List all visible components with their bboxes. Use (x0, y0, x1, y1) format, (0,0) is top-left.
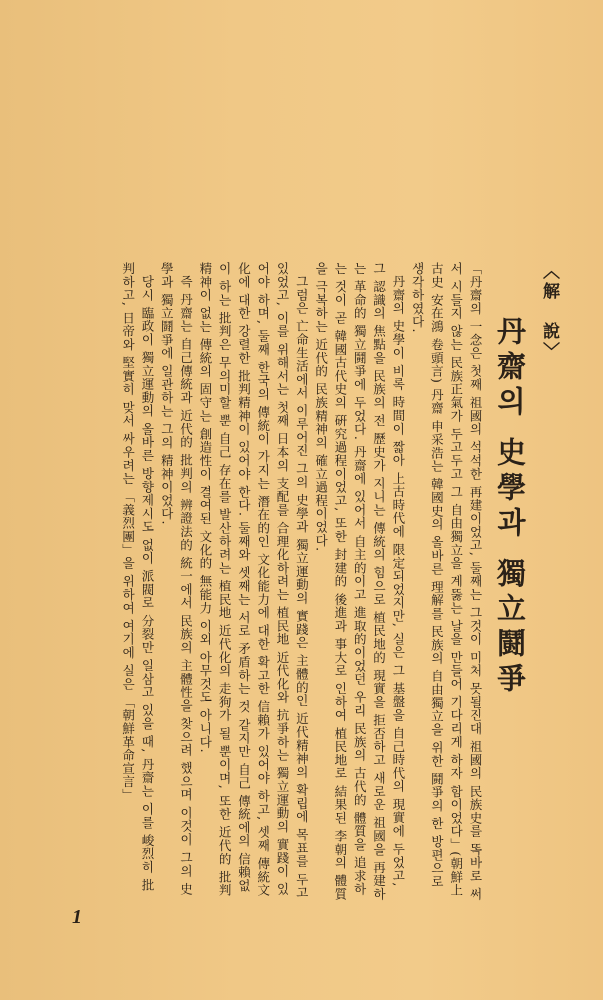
paragraph: 「丹齋의 一念은 첫째 祖國의 석석한 再建이었고, 둘째는 그것이 미처 못될진대 祖國의 民族史를 똑바로 써서 시들지 않는 民族正氣가 두고두고 그 自由獨立을 계뚫는 날을 만들어 기다리게 하자 함이었다」(朝鮮上古史 安在鴻 卷頭言) 丹齋 申采浩는 韓國史의 올바른 理解를 民族의 自由獨立을 위한 鬪爭의 한 방편으로 생각하였다. (410, 262, 483, 901)
paragraph: 당시 臨政이 獨立運動의 올바른 방향제시도 없이 派閥로 分裂만 일삼고 있을 때, 丹齋는 이를 峻烈히 批判하고, 日帝와 堅實히 맞서 싸우려는 「義烈團」을 위하여 여기에 실은 「朝鮮革命宣言」 (120, 262, 155, 892)
section-header: 〈解 說〉 (539, 262, 559, 362)
paragraph: 그럼은 亡命生活에서 이루어진 그의 史學과 獨立運動의 實踐은 主體的인 近代精神의 확립에 목표를 두고 있었고, 이를 위해서는 첫째 日本의 支配를 合理化하려는 植民地 近代化와 抗爭하는 獨立運動의 實踐이 있어야 하며, 둘째 한국의 傳統이 가지는 潛在的인 文化能力에 대한 확고한 信賴가 있어야 하고, 셋째 傳統文化에 대한 강렬한 批判精神이 있어야 한다. 둘째와 셋째는 서로 矛盾하는 것 같지만 自己 傳統에의 信賴없이 하는 批判은 무의미할 뿐 自己 存在를 발산하려는 植民地 近代化의 走狗가 될 뿐이며, 또한 近代的 批判精神이 없는 傳統의 固守는 創造性이 결여된 文化的 無能力 이외 아무것도 아니다. (197, 262, 310, 899)
paragraph: 즉 丹齋는 自己傳統과 近代的 批判의 辨證法的 統一에서 民族의 主體性을 찾으려 했으며 이것이 그의 史學과 獨立鬪爭에 일관하는 그의 精神이었다. (159, 262, 194, 896)
article-title: 丹齋의 史學과 獨立鬪爭 (493, 316, 527, 699)
article-body (55, 262, 485, 902)
paragraph: 丹齋의 史學이 비록 時間이 짧아 上古時代에 限定되었지만, 실은 그 基盤을 自己時代의 現實에 두었고, 그 認識의 焦點을 民族의 전 歷史가 지니는 傳統의 힘으로 植民地的 現實을 拒否하고 새로운 祖國을 再建하는 革命的 獨立鬪爭에 두었다. 丹齋에 있어서 自主的이고 進取的이었던 우리 民族의 古代的 體質을 追求하는 것이 곧 韓國古代史의 硏究過程이었고, 또한 封建的 後進과 事大로 인하여 植民地로 結果된 李朝의 體質을 극복하는 近代的 民族精神의 確立過程이었다. (313, 262, 406, 901)
page-number: 1 (72, 906, 82, 928)
